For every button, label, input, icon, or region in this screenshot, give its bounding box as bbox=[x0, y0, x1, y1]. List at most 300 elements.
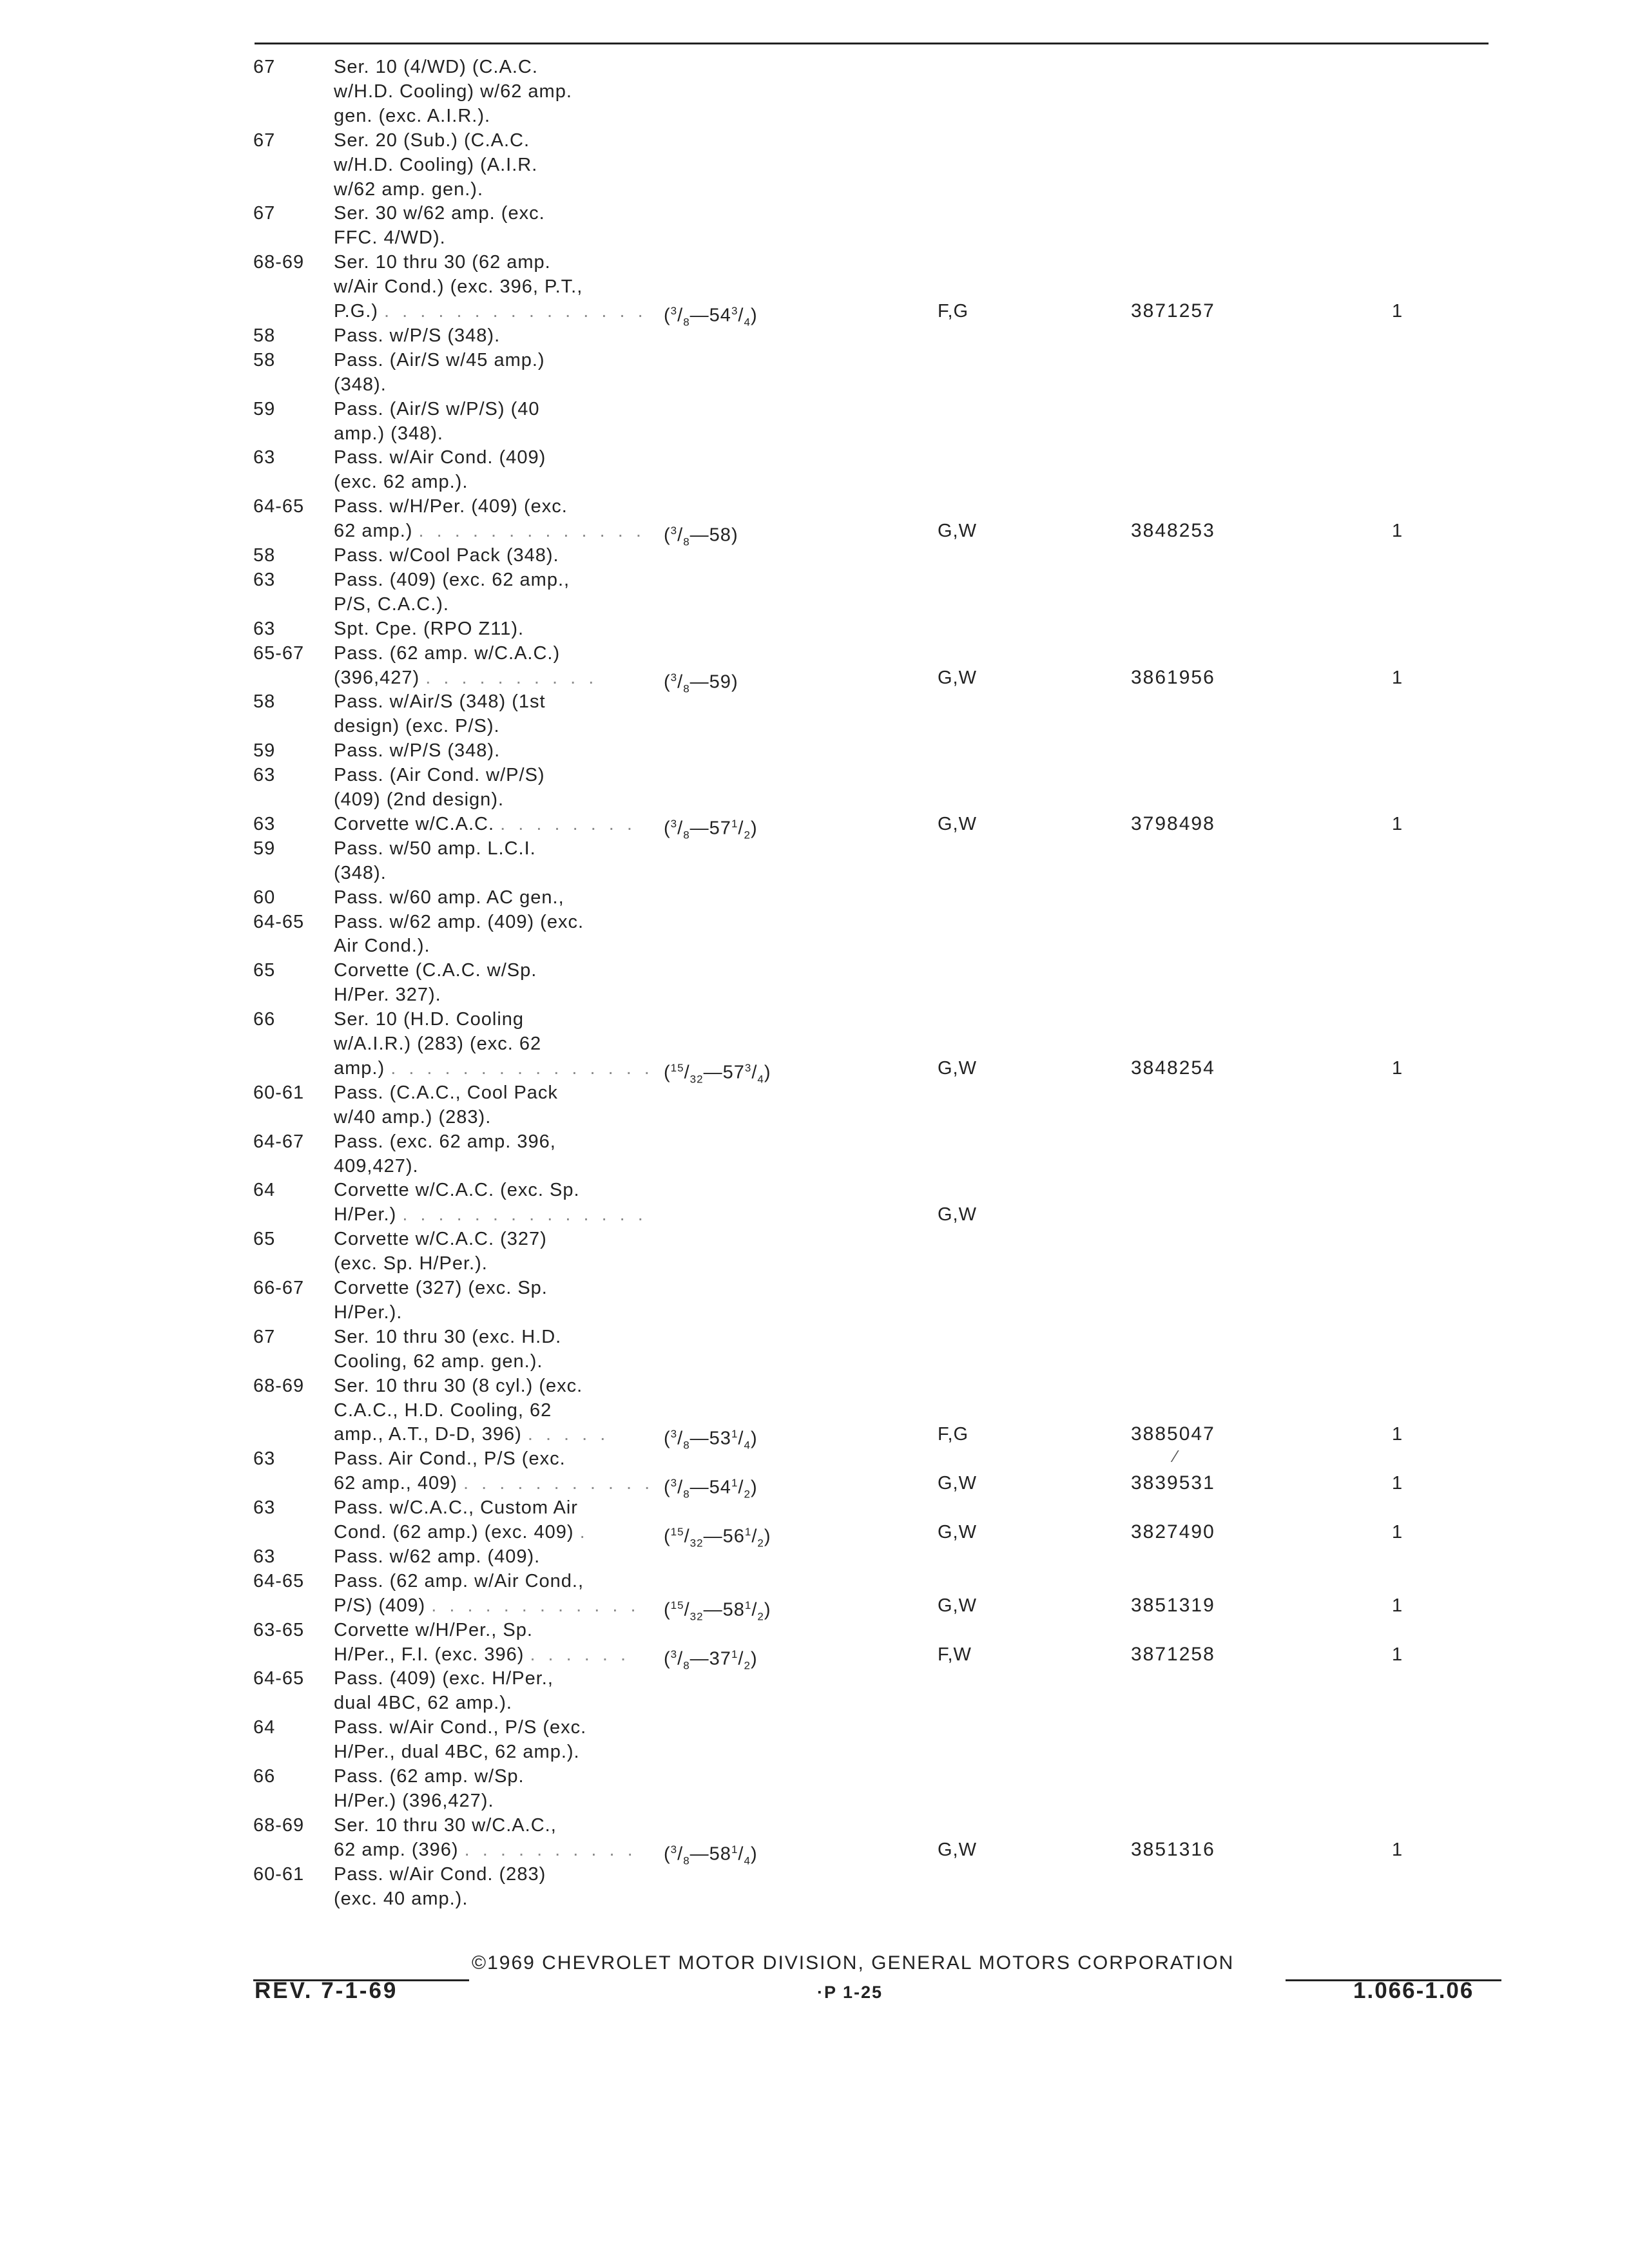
table-row bbox=[0, 1642, 1629, 1671]
size-length-numerator: 3 bbox=[744, 1061, 752, 1074]
table-row bbox=[0, 1838, 1629, 1867]
table-row bbox=[0, 323, 1629, 349]
application-text: Ser. 10 (4/WD) (C.A.C. bbox=[334, 57, 538, 77]
row-years: 66-67 bbox=[253, 1278, 305, 1298]
row-application bbox=[334, 1105, 669, 1129]
application-text: Corvette w/C.A.C. (327) bbox=[334, 1229, 547, 1250]
size-width-denominator: 32 bbox=[689, 1537, 704, 1550]
application-text: Pass. w/Air Cond. (283) bbox=[334, 1863, 546, 1885]
row-years: 58 bbox=[253, 545, 276, 566]
table-row bbox=[0, 1325, 1629, 1350]
table-row bbox=[0, 836, 1629, 862]
belt-type: G,W bbox=[938, 1473, 977, 1494]
row-years: 59 bbox=[253, 740, 276, 762]
row-application bbox=[334, 983, 669, 1007]
row-years: 64-65 bbox=[253, 496, 305, 517]
row-years: 58 bbox=[253, 691, 276, 713]
leader-dots: . . . . . . . . . . bbox=[425, 667, 598, 688]
application-text: dual 4BC, 62 amp.). bbox=[334, 1693, 512, 1714]
application-text: H/Per.). bbox=[334, 1302, 403, 1323]
row-years: 63-65 bbox=[253, 1619, 305, 1640]
leader-dots: . . . . . . . . bbox=[500, 813, 636, 834]
application-text: Pass. (Air Cond. w/P/S) bbox=[334, 765, 545, 786]
row-application bbox=[334, 1813, 669, 1838]
row-application bbox=[334, 1495, 669, 1520]
table-row bbox=[0, 201, 1629, 227]
application-text: P/S) (409) bbox=[334, 1595, 426, 1616]
application-text: Pass. w/62 amp. (409) (exc. bbox=[334, 911, 584, 932]
application-text: Pass. w/P/S (348). bbox=[334, 740, 501, 762]
application-text: Corvette w/C.A.C. bbox=[334, 813, 495, 834]
row-application bbox=[334, 1349, 669, 1374]
application-text: gen. (exc. A.I.R.). bbox=[334, 105, 491, 126]
row-application bbox=[334, 1081, 669, 1105]
quantity: 1 bbox=[1392, 1473, 1403, 1494]
application-text: Pass. w/C.A.C., Custom Air bbox=[334, 1497, 578, 1519]
application-text: Pass. w/62 amp. (409). bbox=[334, 1546, 541, 1567]
row-application bbox=[334, 177, 669, 202]
row-years: 66 bbox=[253, 1766, 276, 1787]
row-application bbox=[334, 666, 669, 690]
table-row bbox=[0, 1789, 1629, 1814]
application-text: Pass. (409) (exc. H/Per., bbox=[334, 1668, 554, 1689]
row-application bbox=[334, 1446, 669, 1471]
table-row bbox=[0, 1740, 1629, 1765]
row-application bbox=[334, 1276, 669, 1300]
application-text: Pass. w/P/S (348). bbox=[334, 325, 501, 346]
size-length-denominator: 4 bbox=[757, 1073, 764, 1086]
size-length-denominator: 2 bbox=[744, 1488, 751, 1501]
part-number: 3848253 bbox=[1131, 520, 1215, 542]
table-row bbox=[0, 1178, 1629, 1204]
application-text: FFC. 4/WD). bbox=[334, 227, 446, 249]
section-number: 1.066-1.06 bbox=[1353, 1978, 1474, 2003]
row-years: 68-69 bbox=[253, 252, 305, 273]
application-text: P.G.) bbox=[334, 301, 378, 322]
size-width-numerator: 15 bbox=[670, 1599, 684, 1611]
row-years: 63 bbox=[253, 1448, 276, 1470]
row-application bbox=[334, 1007, 669, 1032]
table-row bbox=[0, 1862, 1629, 1888]
table-row bbox=[0, 861, 1629, 887]
row-application bbox=[334, 299, 669, 323]
size-length-denominator: 4 bbox=[744, 1439, 751, 1452]
size-width-denominator: 8 bbox=[683, 682, 690, 695]
belt-size: $(^3/_8—57^1/_2)$ bbox=[664, 817, 758, 841]
row-application bbox=[334, 226, 669, 250]
application-text: (exc. 40 amp.). bbox=[334, 1888, 468, 1909]
application-text: Spt. Cpe. (RPO Z11). bbox=[334, 618, 525, 639]
table-row bbox=[0, 983, 1629, 1008]
row-years: 68-69 bbox=[253, 1375, 305, 1396]
quantity: 1 bbox=[1392, 1522, 1403, 1542]
table-row bbox=[0, 1813, 1629, 1839]
application-text: Pass. (Air/S w/P/S) (40 bbox=[334, 398, 540, 419]
table-row bbox=[0, 519, 1629, 548]
application-text: w/H.D. Cooling) w/62 amp. bbox=[334, 81, 572, 102]
quantity: 1 bbox=[1392, 301, 1403, 322]
application-text: H/Per.) bbox=[334, 1204, 397, 1225]
row-years: 63 bbox=[253, 447, 276, 468]
application-text: (exc. 62 amp.). bbox=[334, 472, 468, 493]
row-application bbox=[334, 55, 669, 79]
part-number: 3839531 bbox=[1131, 1472, 1215, 1494]
belt-type: F,G bbox=[938, 301, 969, 322]
table-row bbox=[0, 1495, 1629, 1521]
table-row bbox=[0, 1251, 1629, 1277]
size-length-numerator: 1 bbox=[744, 1526, 752, 1538]
row-application bbox=[334, 372, 669, 397]
scan-mark: ⁄ bbox=[1174, 1446, 1177, 1466]
application-text: Corvette (327) (exc. Sp. bbox=[334, 1278, 548, 1298]
row-application bbox=[334, 689, 669, 714]
row-application bbox=[334, 1300, 669, 1325]
row-application bbox=[334, 153, 669, 177]
application-text: Corvette w/H/Per., Sp. bbox=[334, 1619, 533, 1640]
row-application bbox=[334, 79, 669, 104]
table-row bbox=[0, 812, 1629, 841]
row-years: 59 bbox=[253, 398, 276, 419]
quantity: 1 bbox=[1392, 667, 1403, 688]
table-row bbox=[0, 1520, 1629, 1550]
row-years: 64-65 bbox=[253, 1570, 305, 1591]
revision-date: REV. 7-1-69 bbox=[255, 1978, 398, 2003]
part-number: 3851316 bbox=[1131, 1838, 1215, 1860]
belt-size: $(^3/_8—37^1/_2)$ bbox=[664, 1648, 758, 1671]
row-years: 64-65 bbox=[253, 1668, 305, 1689]
size-width-numerator: 3 bbox=[670, 305, 678, 317]
row-years: 63 bbox=[253, 765, 276, 786]
row-application bbox=[334, 1569, 669, 1593]
row-application bbox=[334, 1764, 669, 1789]
application-text: C.A.C., H.D. Cooling, 62 bbox=[334, 1399, 552, 1421]
row-application bbox=[334, 1520, 669, 1544]
row-application bbox=[334, 861, 669, 885]
row-application bbox=[334, 714, 669, 738]
belt-size: $(^3/_8—59)$ bbox=[664, 671, 738, 695]
size-width-numerator: 3 bbox=[670, 524, 678, 537]
row-application bbox=[334, 1374, 669, 1398]
row-years: 65 bbox=[253, 960, 276, 981]
table-row bbox=[0, 885, 1629, 911]
table-row bbox=[0, 470, 1629, 495]
row-application bbox=[334, 1691, 669, 1715]
table-row bbox=[0, 1276, 1629, 1302]
application-text: Ser. 10 thru 30 (exc. H.D. bbox=[334, 1326, 562, 1347]
size-length-numerator: 1 bbox=[731, 1428, 738, 1441]
leader-dots: . . . . . . . . . . . . bbox=[431, 1595, 640, 1616]
row-application bbox=[334, 1642, 669, 1667]
quantity: 1 bbox=[1392, 1057, 1403, 1079]
size-length-numerator: 1 bbox=[744, 1599, 752, 1611]
belt-type: G,W bbox=[938, 521, 977, 542]
table-row bbox=[0, 1666, 1629, 1692]
row-years: 60-61 bbox=[253, 1082, 305, 1103]
application-text: Corvette (C.A.C. w/Sp. bbox=[334, 960, 537, 981]
row-application bbox=[334, 885, 669, 910]
belt-size: $(^3/_8—53^1/_4)$ bbox=[664, 1428, 758, 1452]
application-text: w/62 amp. gen.). bbox=[334, 178, 483, 200]
row-application bbox=[334, 1593, 669, 1618]
application-text: w/40 amp.) (283). bbox=[334, 1106, 492, 1128]
table-row bbox=[0, 910, 1629, 936]
table-row bbox=[0, 397, 1629, 423]
row-years: 64 bbox=[253, 1717, 276, 1738]
row-years: 63 bbox=[253, 618, 276, 639]
row-application bbox=[334, 470, 669, 494]
size-width-denominator: 32 bbox=[689, 1610, 704, 1623]
size-length-denominator: 2 bbox=[757, 1610, 764, 1623]
row-years: 65-67 bbox=[253, 642, 305, 664]
application-text: w/Air Cond.) (exc. 396, P.T., bbox=[334, 276, 583, 298]
row-application bbox=[334, 519, 669, 543]
application-text: H/Per.) (396,427). bbox=[334, 1790, 494, 1811]
quantity: 1 bbox=[1392, 1644, 1403, 1665]
table-row bbox=[0, 421, 1629, 447]
size-length-denominator: 4 bbox=[744, 316, 751, 329]
row-application bbox=[334, 543, 669, 568]
row-application bbox=[334, 128, 669, 153]
table-row bbox=[0, 1446, 1629, 1472]
leader-dots: . . . . . . . . . . bbox=[464, 1839, 637, 1860]
row-years: 67 bbox=[253, 57, 276, 77]
table-row bbox=[0, 1129, 1629, 1155]
part-number: 3885047 bbox=[1131, 1423, 1215, 1445]
application-text: Ser. 10 thru 30 (62 amp. bbox=[334, 252, 551, 273]
leader-dots: . . . . . . bbox=[530, 1644, 630, 1665]
size-width-denominator: 8 bbox=[683, 535, 690, 548]
row-application bbox=[334, 274, 669, 299]
belt-type: G,W bbox=[938, 1839, 977, 1860]
table-row bbox=[0, 617, 1629, 642]
table-row bbox=[0, 372, 1629, 398]
application-text: 62 amp.) bbox=[334, 521, 413, 542]
row-years: 63 bbox=[253, 569, 276, 590]
row-years: 60 bbox=[253, 887, 276, 908]
leader-dots: . bbox=[579, 1522, 589, 1542]
row-application bbox=[334, 1862, 669, 1887]
row-application bbox=[334, 1740, 669, 1764]
size-length: 58 bbox=[709, 524, 731, 546]
application-text: Pass. (Air/S w/45 amp.) bbox=[334, 349, 545, 370]
leader-dots: . . . . . . . . . . . . . . . bbox=[390, 1057, 653, 1079]
table-row bbox=[0, 299, 1629, 329]
table-row bbox=[0, 1544, 1629, 1570]
size-width-numerator: 3 bbox=[670, 671, 678, 684]
size-width-numerator: 3 bbox=[670, 1648, 678, 1660]
application-text: H/Per., dual 4BC, 62 amp.). bbox=[334, 1742, 580, 1763]
size-length: 59 bbox=[709, 671, 731, 693]
part-number: 3861956 bbox=[1131, 666, 1215, 688]
size-length: 54 bbox=[709, 1477, 731, 1498]
row-application bbox=[334, 323, 669, 348]
table-row bbox=[0, 1056, 1629, 1086]
row-years: 67 bbox=[253, 203, 276, 224]
top-rule bbox=[255, 43, 1489, 44]
row-application bbox=[334, 617, 669, 641]
row-application bbox=[334, 934, 669, 958]
table-row bbox=[0, 1691, 1629, 1716]
table-row bbox=[0, 1422, 1629, 1452]
application-text: (409) (2nd design). bbox=[334, 789, 505, 810]
application-text: Pass. (409) (exc. 62 amp., bbox=[334, 569, 570, 590]
size-length-denominator: 4 bbox=[744, 1854, 751, 1867]
row-application bbox=[334, 1715, 669, 1740]
table-row bbox=[0, 714, 1629, 740]
table-row bbox=[0, 1202, 1629, 1228]
table-row bbox=[0, 934, 1629, 959]
size-width-numerator: 3 bbox=[670, 817, 678, 830]
row-years: 63 bbox=[253, 1497, 276, 1519]
table-row bbox=[0, 1032, 1629, 1057]
row-years: 58 bbox=[253, 325, 276, 346]
application-text: Ser. 10 thru 30 w/C.A.C., bbox=[334, 1814, 557, 1836]
table-row bbox=[0, 1349, 1629, 1375]
leader-dots: . . . . . . . . . . . . . bbox=[418, 521, 645, 542]
quantity: 1 bbox=[1392, 1839, 1403, 1860]
row-application bbox=[334, 1056, 669, 1081]
table-row bbox=[0, 250, 1629, 276]
table-row bbox=[0, 1764, 1629, 1790]
table-row bbox=[0, 153, 1629, 178]
size-length-numerator: 1 bbox=[731, 1843, 738, 1856]
size-length: 56 bbox=[722, 1526, 745, 1547]
row-application bbox=[334, 836, 669, 861]
row-application bbox=[334, 1544, 669, 1569]
row-application bbox=[334, 1666, 669, 1691]
table-row bbox=[0, 1227, 1629, 1253]
row-application bbox=[334, 1032, 669, 1056]
table-row bbox=[0, 1081, 1629, 1106]
application-text: Pass. w/Air/S (348) (1st bbox=[334, 691, 546, 713]
belt-type: F,W bbox=[938, 1644, 972, 1665]
table-row bbox=[0, 666, 1629, 695]
application-text: Ser. 10 thru 30 (8 cyl.) (exc. bbox=[334, 1375, 583, 1396]
table-row bbox=[0, 787, 1629, 813]
size-length: 54 bbox=[709, 305, 731, 326]
application-text: amp., A.T., D-D, 396) bbox=[334, 1424, 522, 1445]
table-row bbox=[0, 348, 1629, 374]
belt-type: G,W bbox=[938, 813, 977, 834]
row-years: 65 bbox=[253, 1229, 276, 1250]
table-row bbox=[0, 128, 1629, 154]
row-application bbox=[334, 763, 669, 787]
row-application bbox=[334, 1471, 669, 1495]
application-text: Pass. w/Cool Pack (348). bbox=[334, 545, 559, 566]
row-application bbox=[334, 1178, 669, 1202]
row-application bbox=[334, 910, 669, 934]
part-number: 3827490 bbox=[1131, 1521, 1215, 1542]
row-application bbox=[334, 445, 669, 470]
application-text: Pass. (62 amp. w/C.A.C.) bbox=[334, 642, 561, 664]
quantity: 1 bbox=[1392, 521, 1403, 542]
part-number: 3851319 bbox=[1131, 1594, 1215, 1616]
table-row bbox=[0, 1105, 1629, 1131]
table-row bbox=[0, 1715, 1629, 1741]
row-years: 58 bbox=[253, 349, 276, 370]
belt-size: $(^3/_8—58)$ bbox=[664, 524, 738, 548]
application-text: Pass. w/Air Cond., P/S (exc. bbox=[334, 1717, 587, 1738]
quantity: 1 bbox=[1392, 1595, 1403, 1616]
table-row bbox=[0, 568, 1629, 593]
row-application bbox=[334, 1202, 669, 1227]
table-row bbox=[0, 1398, 1629, 1424]
row-application bbox=[334, 348, 669, 372]
size-length: 58 bbox=[722, 1599, 745, 1620]
size-length-numerator: 1 bbox=[731, 1477, 738, 1490]
application-text: Pass. (C.A.C., Cool Pack bbox=[334, 1082, 558, 1103]
row-application bbox=[334, 592, 669, 617]
table-row bbox=[0, 1300, 1629, 1326]
application-text: Pass. Air Cond., P/S (exc. bbox=[334, 1448, 566, 1470]
application-text: H/Per., F.I. (exc. 396) bbox=[334, 1644, 525, 1665]
row-application bbox=[334, 958, 669, 983]
size-width-numerator: 15 bbox=[670, 1526, 684, 1538]
row-application bbox=[334, 1838, 669, 1862]
size-length: 37 bbox=[709, 1648, 731, 1669]
size-length-numerator: 3 bbox=[731, 305, 738, 317]
belt-type: F,G bbox=[938, 1424, 969, 1445]
row-application bbox=[334, 812, 669, 836]
row-application bbox=[334, 787, 669, 812]
row-years: 64 bbox=[253, 1180, 276, 1201]
table-row bbox=[0, 543, 1629, 569]
table-row bbox=[0, 1618, 1629, 1644]
leader-dots: . . . . . . . . . . . bbox=[463, 1473, 654, 1494]
belt-size: $(^3/_8—54^1/_2)$ bbox=[664, 1477, 758, 1501]
application-text: (396,427) bbox=[334, 667, 420, 688]
application-text: 62 amp., 409) bbox=[334, 1473, 458, 1494]
size-width-denominator: 8 bbox=[683, 316, 690, 329]
application-text: amp.) bbox=[334, 1057, 385, 1079]
application-text: Cooling, 62 amp. gen.). bbox=[334, 1350, 543, 1372]
application-text: (exc. Sp. H/Per.). bbox=[334, 1253, 488, 1274]
copyright-notice: ©1969 CHEVROLET MOTOR DIVISION, GENERAL MOTORS CORPORATION bbox=[472, 1952, 1235, 1974]
application-text: Air Cond.). bbox=[334, 936, 430, 957]
table-row bbox=[0, 1593, 1629, 1623]
table-row bbox=[0, 55, 1629, 81]
application-text: Pass. (62 amp. w/Air Cond., bbox=[334, 1570, 584, 1591]
table-row bbox=[0, 592, 1629, 618]
application-text: Pass. (exc. 62 amp. 396, bbox=[334, 1131, 556, 1152]
size-width-numerator: 3 bbox=[670, 1843, 678, 1856]
leader-dots: . . . . . . . . . . . . . . bbox=[402, 1204, 647, 1225]
size-width-denominator: 8 bbox=[683, 1439, 690, 1452]
table-row bbox=[0, 494, 1629, 520]
row-application bbox=[334, 250, 669, 274]
table-row bbox=[0, 1471, 1629, 1501]
belt-size: $(^{15}/_{32}—58^1/_2)$ bbox=[664, 1599, 771, 1623]
row-application bbox=[334, 1789, 669, 1813]
page-number: ·P 1-25 bbox=[817, 1983, 883, 2002]
table-row bbox=[0, 689, 1629, 715]
leader-dots: . . . . . . . . . . . . . . . bbox=[384, 301, 647, 322]
table-row bbox=[0, 445, 1629, 471]
row-years: 64-65 bbox=[253, 911, 305, 932]
application-text: Pass. w/H/Per. (409) (exc. bbox=[334, 496, 568, 517]
table-row bbox=[0, 1569, 1629, 1595]
row-application bbox=[334, 1398, 669, 1423]
size-length-numerator: 1 bbox=[731, 1648, 738, 1660]
belt-type: G,W bbox=[938, 667, 977, 688]
table-row bbox=[0, 1887, 1629, 1912]
size-length-denominator: 2 bbox=[744, 829, 751, 841]
row-years: 63 bbox=[253, 813, 276, 834]
size-length: 57 bbox=[709, 818, 731, 839]
row-years: 64-67 bbox=[253, 1131, 305, 1152]
size-width-denominator: 8 bbox=[683, 1488, 690, 1501]
application-text: Pass. w/50 amp. L.C.I. bbox=[334, 838, 536, 859]
